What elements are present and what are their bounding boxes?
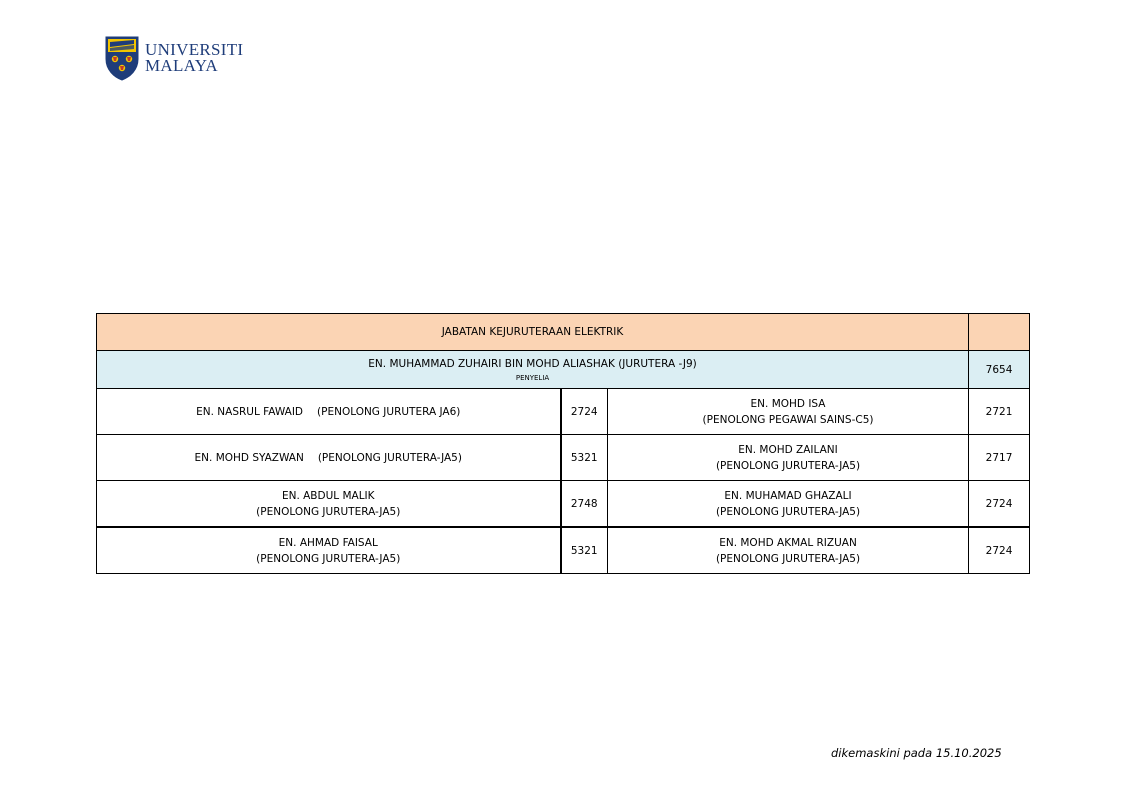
- staff-cell-right: [608, 435, 969, 481]
- supervisor-role: PENYELIA: [515, 373, 550, 382]
- staff-directory-table: [96, 313, 1030, 574]
- staff-name: EN. MUHAMAD GHAZALI: [724, 489, 852, 502]
- staff-name: EN. MOHD ZAILANI: [738, 443, 838, 456]
- staff-cell-right: [608, 481, 969, 528]
- table-row: [97, 481, 1030, 528]
- staff-cell-left: [97, 435, 561, 481]
- staff-name: EN. MOHD AKMAL RIZUAN: [719, 536, 857, 549]
- staff-name: EN. MOHD ISA: [750, 397, 826, 410]
- staff-position: (PENOLONG JURUTERA-JA5): [715, 505, 861, 518]
- staff-ext: 2717: [969, 435, 1030, 481]
- logo-line-2: MALAYA: [145, 56, 218, 75]
- crest-icon: [104, 35, 140, 81]
- supervisor-name: EN. MUHAMMAD ZUHAIRI BIN MOHD ALIASHAK (JURUTERA -J9): [368, 357, 697, 370]
- staff-ext: 2748: [561, 481, 608, 528]
- logo-line-1: UNIVERSITI: [145, 40, 244, 59]
- supervisor-cell: [97, 351, 969, 389]
- staff-ext: 2724: [561, 389, 608, 435]
- staff-cell-left: [97, 527, 561, 574]
- staff-ext: 2721: [969, 389, 1030, 435]
- supervisor-row: [97, 351, 1030, 389]
- table-row: [97, 389, 1030, 435]
- supervisor-ext: 7654: [969, 351, 1030, 389]
- staff-position: (PENOLONG JURUTERA-JA5): [256, 505, 401, 518]
- last-updated-note: dikemaskini pada 15.10.2025: [831, 746, 1002, 760]
- department-row: [97, 314, 1030, 351]
- staff-cell-left: [97, 481, 561, 528]
- staff-position: (PENOLONG JURUTERA JA6): [317, 405, 461, 418]
- logo-wordmark: [145, 42, 243, 74]
- staff-ext: 5321: [561, 527, 608, 574]
- staff-cell-right: [608, 527, 969, 574]
- staff-ext: 5321: [561, 435, 608, 481]
- staff-cell-left: [97, 389, 561, 435]
- table-row: [97, 527, 1030, 574]
- staff-ext: 2724: [969, 481, 1030, 528]
- department-ext: [969, 314, 1030, 351]
- staff-position: (PENOLONG JURUTERA-JA5): [715, 552, 861, 565]
- staff-name: EN. AHMAD FAISAL: [278, 536, 378, 549]
- staff-cell-right: [608, 389, 969, 435]
- staff-position: (PENOLONG JURUTERA-JA5): [256, 552, 401, 565]
- staff-position: (PENOLONG PEGAWAI SAINS-C5): [702, 413, 874, 426]
- staff-ext: 2724: [969, 527, 1030, 574]
- staff-position: (PENOLONG JURUTERA-JA5): [715, 459, 861, 472]
- staff-name: EN. MOHD SYAZWAN: [194, 451, 304, 464]
- staff-name: EN. ABDUL MALIK: [281, 489, 375, 502]
- university-logo: [104, 35, 243, 81]
- staff-position: (PENOLONG JURUTERA-JA5): [317, 451, 462, 464]
- staff-name: EN. NASRUL FAWAID: [196, 405, 304, 418]
- department-name: JABATAN KEJURUTERAAN ELEKTRIK: [97, 314, 969, 351]
- table-row: [97, 435, 1030, 481]
